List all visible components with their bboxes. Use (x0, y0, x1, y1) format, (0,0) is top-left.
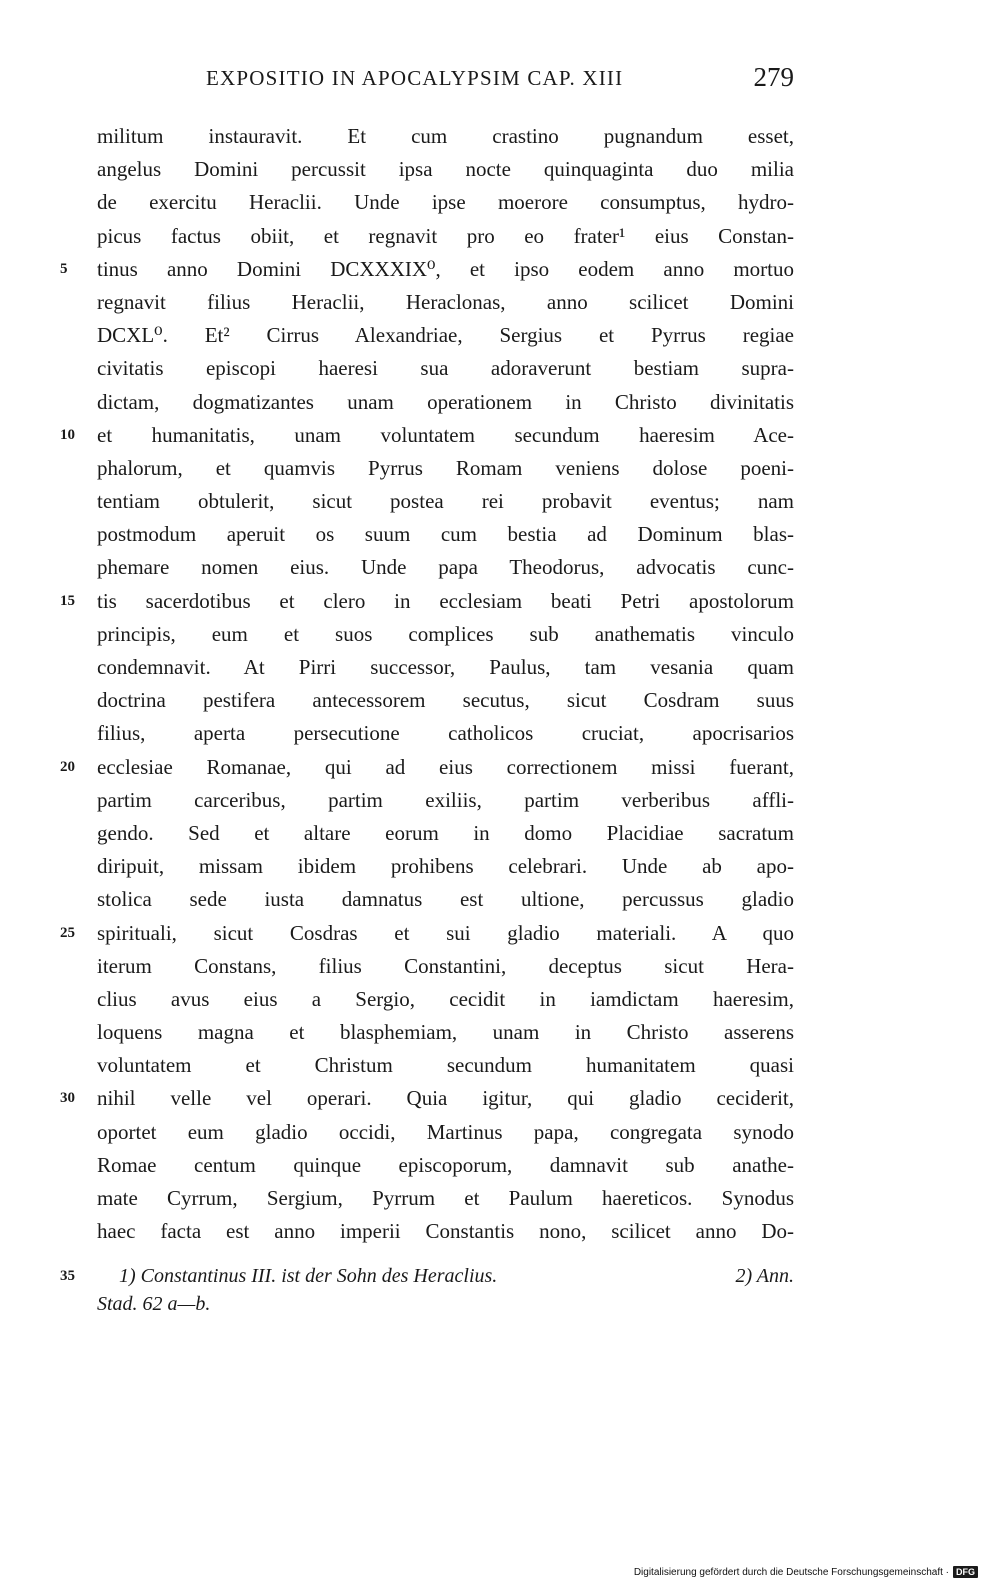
text-line (0, 784, 1000, 817)
line-text: tinus anno Domini DCXXXIX⁰, et ipso eodem anno mortuo (97, 256, 794, 281)
text-line (0, 917, 1000, 950)
dfg-logo: DFG (953, 1566, 978, 1578)
line-text: oportet eum gladio occidi, Martinus papa, congregata synodo (97, 1119, 794, 1144)
line-text: Romae centum quinque episcoporum, damnavit sub anathe- (97, 1152, 794, 1177)
text-line (0, 386, 1000, 419)
line-text: filius, aperta persecutione catholicos cruciat, apocrisarios (97, 721, 794, 746)
digitization-credit (634, 1564, 978, 1580)
text-line (0, 186, 1000, 219)
text-line (0, 253, 1000, 286)
footnote-1: 1) Constantinus III. ist der Sohn des Heraclius. (119, 1265, 498, 1287)
line-text: tentiam obtulerit, sicut postea rei probavit eventus; nam (97, 489, 794, 514)
line-text: picus factus obiit, et regnavit pro eo frater¹ eius Constan- (97, 223, 794, 248)
line-number: 25 (60, 924, 75, 941)
line-number: 20 (60, 758, 75, 775)
line-text: DCXL⁰. Et² Cirrus Alexandriae, Sergius et Pyrrus regiae (97, 323, 794, 348)
footnote-2-continuation: Stad. 62 a—b. (97, 1293, 211, 1315)
text-line (0, 1016, 1000, 1049)
footnote-line (0, 1262, 1000, 1290)
line-text: et humanitatis, unam voluntatem secundum haeresim Ace- (97, 422, 794, 447)
text-line (0, 717, 1000, 750)
line-text: ecclesiae Romanae, qui ad eius correctionem missi fuerant, (97, 754, 794, 779)
line-text: nihil velle vel operari. Quia igitur, qui gladio ceciderit, (97, 1086, 794, 1111)
line-text: angelus Domini percussit ipsa nocte quinquaginta duo milia (97, 157, 794, 182)
line-text: militum instauravit. Et cum crastino pugnandum esset, (97, 124, 794, 148)
text-line (0, 518, 1000, 551)
line-number: 35 (60, 1268, 75, 1284)
line-text: doctrina pestifera antecessorem secutus, sicut Cosdram suus (97, 688, 794, 713)
line-text: postmodum aperuit os suum cum bestia ad Dominum blas- (97, 522, 794, 547)
text-line (0, 1182, 1000, 1215)
line-number: 15 (60, 592, 75, 609)
text-line (0, 485, 1000, 518)
line-text: tis sacerdotibus et clero in ecclesiam beati Petri apostolorum (97, 588, 794, 613)
line-text: regnavit filius Heraclii, Heraclonas, anno scilicet Domini (97, 289, 794, 314)
text-line (0, 684, 1000, 717)
line-text: dictam, dogmatizantes unam operationem in Christo divinitatis (97, 389, 794, 414)
line-text: civitatis episcopi haeresi sua adoraverunt bestiam supra- (97, 356, 794, 381)
text-line (0, 1049, 1000, 1082)
text-line (0, 751, 1000, 784)
line-text: phalorum, et quamvis Pyrrus Romam veniens dolose poeni- (97, 455, 794, 480)
line-text: gendo. Sed et altare eorum in domo Placidiae sacratum (97, 820, 794, 845)
text-line (0, 286, 1000, 319)
text-line (0, 352, 1000, 385)
line-text: voluntatem et Christum secundum humanitatem quasi (97, 1053, 794, 1078)
text-line (0, 585, 1000, 618)
text-line (0, 452, 1000, 485)
text-line (0, 551, 1000, 584)
running-title: EXPOSITIO IN APOCALYPSIM CAP. XIII (206, 66, 624, 90)
line-text: loquens magna et blasphemiam, unam in Christo asserens (97, 1020, 794, 1045)
text-line (0, 120, 1000, 153)
text-line (0, 220, 1000, 253)
footnote-2: 2) Ann. (735, 1265, 794, 1287)
text-line (0, 419, 1000, 452)
line-text: clius avus eius a Sergio, cecidit in iamdictam haeresim, (97, 986, 794, 1011)
text-line (0, 850, 1000, 883)
line-text: phemare nomen eius. Unde papa Theodorus, advocatis cunc- (97, 555, 794, 580)
text-line (0, 1215, 1000, 1248)
line-text: partim carceribus, partim exiliis, partim verberibus affli- (97, 787, 794, 812)
text-line (0, 950, 1000, 983)
text-line (0, 1149, 1000, 1182)
text-line (0, 1082, 1000, 1115)
text-line (0, 983, 1000, 1016)
text-line (0, 883, 1000, 916)
line-text: de exercitu Heraclii. Unde ipse moerore consumptus, hydro- (97, 190, 794, 215)
line-text: iterum Constans, filius Constantini, deceptus sicut Hera- (97, 953, 794, 978)
line-text: condemnavit. At Pirri successor, Paulus, tam vesania quam (97, 655, 794, 679)
line-number: 10 (60, 426, 75, 443)
line-text: spirituali, sicut Cosdras et sui gladio materiali. A quo (97, 920, 794, 945)
text-line (0, 1116, 1000, 1149)
line-number: 5 (60, 260, 68, 277)
text-line (0, 153, 1000, 186)
line-text: principis, eum et suos complices sub anathematis vinculo (97, 621, 794, 646)
page-header (96, 62, 796, 102)
line-text: haec facta est anno imperii Constantis nono, scilicet anno Do- (97, 1219, 794, 1244)
main-text (0, 120, 1000, 1248)
footnote-line (0, 1290, 1000, 1318)
line-text: mate Cyrrum, Sergium, Pyrrum et Paulum haereticos. Synodus (97, 1186, 794, 1210)
text-line (0, 319, 1000, 352)
text-line (0, 817, 1000, 850)
line-number: 30 (60, 1090, 75, 1107)
line-text: diripuit, missam ibidem prohibens celebrari. Unde ab apo- (97, 854, 794, 879)
text-line (0, 618, 1000, 651)
footnotes (0, 1262, 1000, 1318)
page-number: 279 (753, 62, 794, 92)
line-text: stolica sede iusta damnatus est ultione, percussus gladio (97, 887, 794, 912)
text-line (0, 651, 1000, 684)
credit-text: Digitalisierung gefördert durch die Deutsche Forschungsgemeinschaft · (633, 1566, 949, 1578)
